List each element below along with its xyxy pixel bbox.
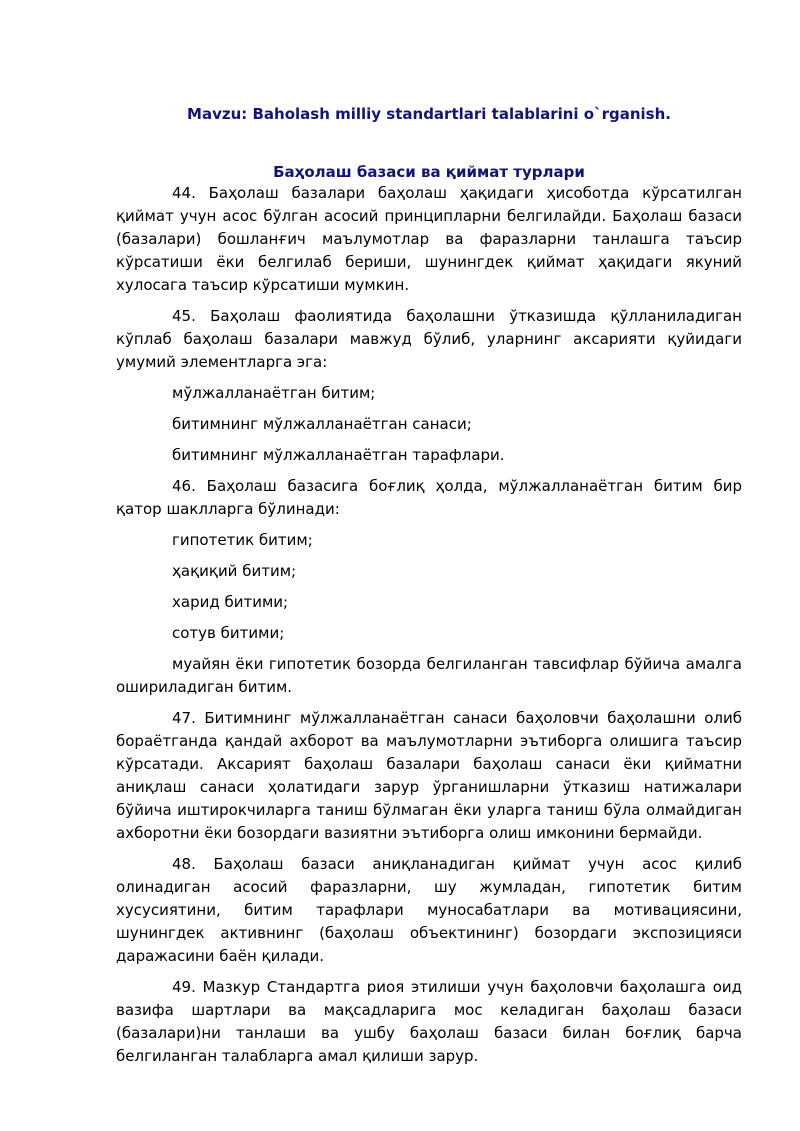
document-page: [116, 104, 742, 1076]
paragraph-45: 45. Баҳолаш фаолиятида баҳолашни ўтказишда қўлланиладиган кўплаб баҳолаш базалари мавжуд бўлиб, уларнинг аксарияти қуйидаги умумий элементларга эга:: [116, 307, 742, 371]
paragraph-44: 44. Баҳолаш базалари баҳолаш ҳақидаги ҳисоботда кўрсатилган қиймат учун асос бўлган асосий принципларни белгилайди. Баҳолаш базаси (базалари) бошланғич маълумотлар ва фаразларни танлашга таъсир кўрсатиши ёки белгилаб бериши, шунингдек қиймат ҳақидаги якуний хулосага таъсир кўрсатиши мумкин.: [116, 184, 742, 294]
list-item: ҳақиқий битим;: [172, 562, 297, 580]
document-title: Mavzu: Baholash milliy standartlari talablarini o`rganish.: [187, 105, 671, 123]
list-item: битимнинг мўлжалланаётган тарафлари.: [172, 446, 505, 464]
paragraph-48: 48. Баҳолаш базаси аниқланадиган қиймат учун асос қилиб олинадиган асосий фаразларни, шу жумладан, гипотетик битим хусусиятини, битим тарафлари муносабатлари ва мотивациясини, шунингдек активнинг (баҳолаш объектининг) бозордаги экспозицияси даражасини баён қилади.: [116, 855, 742, 965]
list-item: сотув битими;: [172, 624, 285, 642]
paragraph-transaction: муайян ёки гипотетик бозорда белгиланган тавсифлар бўйича амалга ошириладиган битим.: [116, 655, 742, 696]
section-heading: Баҳолаш базаси ва қиймат турлари: [273, 163, 585, 181]
list-item: харид битими;: [172, 593, 289, 611]
list-item: мўлжалланаётган битим;: [172, 384, 376, 402]
paragraph-47: 47. Битимнинг мўлжалланаётган санаси баҳоловчи баҳолашни олиб бораётганда қандай ахборот ва маълумотларни эътиборга олишига таъсир кўрсатади. Аксарият баҳолаш базалари баҳолаш санаси ёки қийматни аниқлаш санаси ҳолатидаги зарур ўрганишларни ўтказиш натижалари бўйича иштирокчиларга таниш бўлмаган ёки уларга таниш бўла олмайдиган ахборотни ёки бозордаги вазиятни эътиборга олиш имконини бермайди.: [116, 709, 742, 842]
list-item: битимнинг мўлжалланаётган санаси;: [172, 415, 472, 433]
paragraph-49: 49. Мазкур Стандартга риоя этилиши учун баҳоловчи баҳолашга оид вазифа шартлари ва мақсадларига мос келадиган баҳолаш базаси (базалари)ни танлаши ва ушбу баҳолаш базаси билан боғлиқ барча белгиланган талабларга амал қилиши зарур.: [116, 978, 742, 1065]
list-item: гипотетик битим;: [172, 531, 313, 549]
paragraph-46: 46. Баҳолаш базасига боғлиқ ҳолда, мўлжалланаётган битим бир қатор шаклларга бўлинади:: [116, 477, 742, 518]
